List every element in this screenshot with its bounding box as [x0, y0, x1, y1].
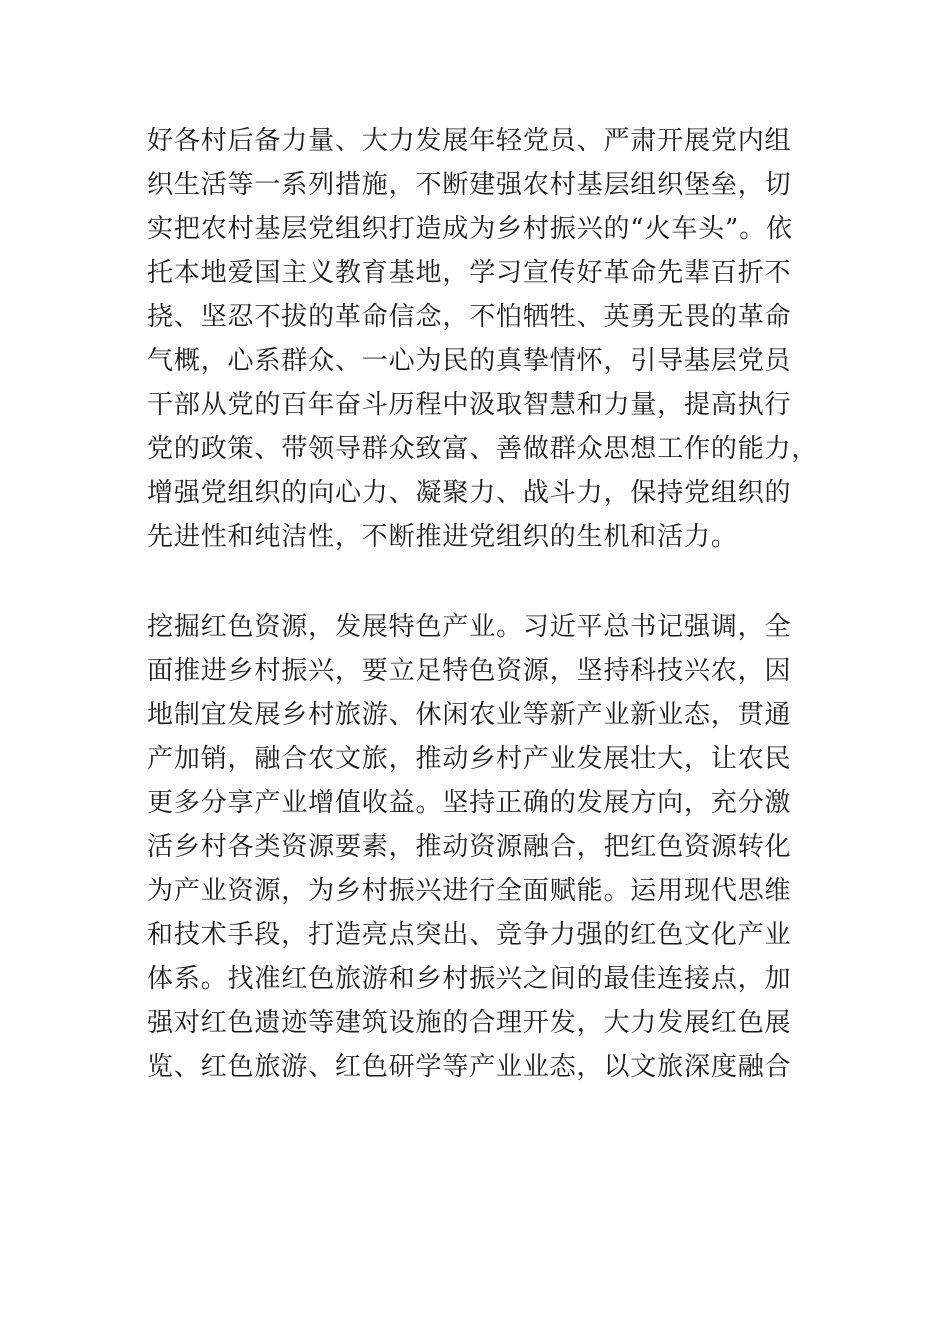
text-line: 体系。找准红色旅游和乡村振兴之间的最佳连接点，加	[147, 964, 792, 994]
text-line: 气概，心系群众、一心为民的真挚情怀，引导基层党员	[147, 346, 792, 376]
paragraph-1	[147, 119, 819, 559]
text-line: 挖掘红色资源，发展特色产业。习近平总书记强调，全	[147, 612, 792, 642]
text-line: 好各村后备力量、大力发展年轻党员、严肃开展党内组	[147, 126, 792, 156]
text-line: 织生活等一系列措施，不断建强农村基层组织堡垒，切	[147, 170, 792, 200]
text-line: 更多分享产业增值收益。坚持正确的发展方向，充分激	[147, 788, 792, 818]
text-line: 面推进乡村振兴，要立足特色资源，坚持科技兴农，因	[147, 656, 792, 686]
text-line: 和技术手段，打造亮点突出、竞争力强的红色文化产业	[147, 920, 792, 950]
text-line: 活乡村各类资源要素，推动资源融合，把红色资源转化	[147, 832, 792, 862]
text-line: 挠、坚忍不拔的革命信念，不怕牺牲、英勇无畏的革命	[147, 302, 792, 332]
text-line: 党的政策、带领导群众致富、善做群众思想工作的能力，	[147, 434, 819, 464]
text-line: 实把农村基层党组织打造成为乡村振兴的“火车头”。依	[147, 214, 793, 244]
text-line: 产加销，融合农文旅，推动乡村产业发展壮大，让农民	[147, 744, 792, 774]
text-line: 干部从党的百年奋斗历程中汲取智慧和力量，提高执行	[147, 390, 792, 420]
text-line: 先进性和纯洁性，不断推进党组织的生机和活力。	[147, 522, 738, 552]
text-line: 托本地爱国主义教育基地，学习宣传好革命先辈百折不	[147, 258, 792, 288]
text-line: 为产业资源，为乡村振兴进行全面赋能。运用现代思维	[147, 876, 792, 906]
text-line: 地制宜发展乡村旅游、休闲农业等新产业新业态，贯通	[147, 700, 792, 730]
text-line: 览、红色旅游、红色研学等产业业态，以文旅深度融合	[147, 1052, 792, 1082]
text-line: 增强党组织的向心力、凝聚力、战斗力，保持党组织的	[147, 478, 792, 508]
paragraph-2	[147, 605, 807, 1089]
text-line: 强对红色遗迹等建筑设施的合理开发，大力发展红色展	[147, 1008, 792, 1038]
